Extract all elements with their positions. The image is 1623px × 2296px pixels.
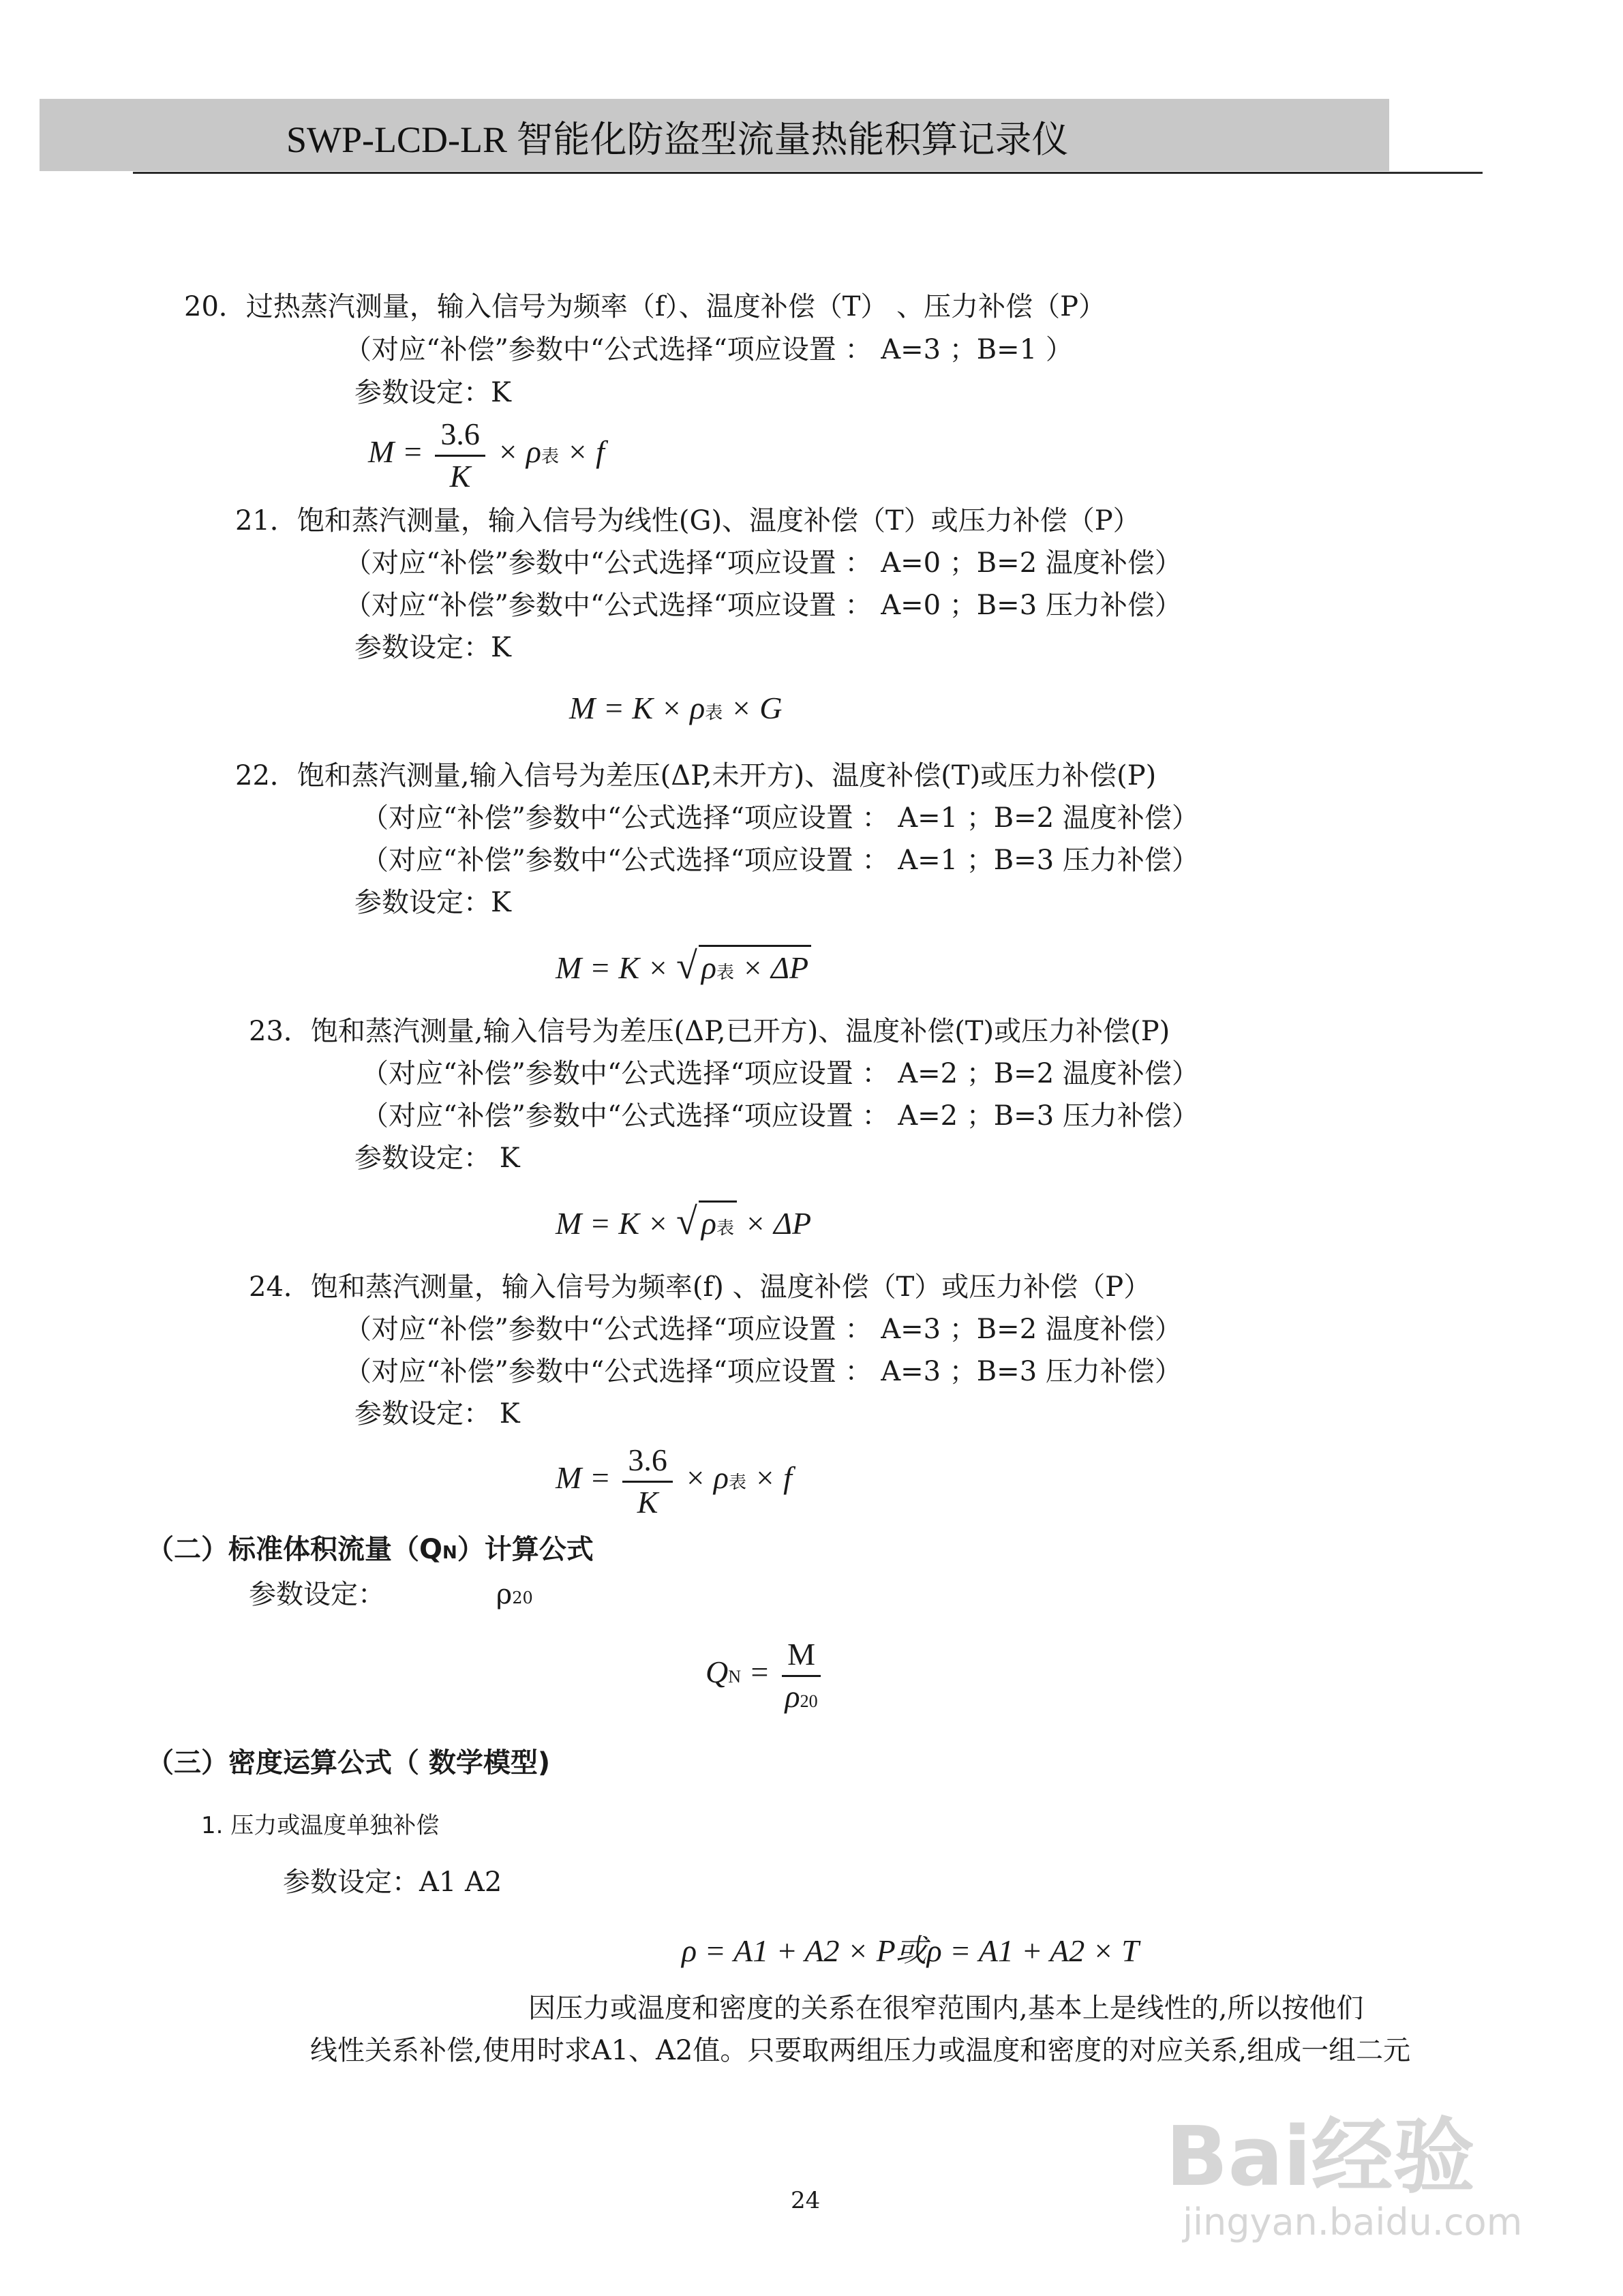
- item-24-line-2: （对应“补偿”参数中“公式选择“项应设置 ： A=3 ；B=3 压力补偿）: [344, 1356, 1182, 1387]
- formula-20: M = $\frac{3.6}{K}$ × ρ表 × f: [368, 417, 605, 494]
- watermark-url: jingyan.baidu.com: [1183, 2201, 1523, 2244]
- formula-24: M = $\frac{3.6}{K}$ × ρ表 × f: [556, 1442, 792, 1520]
- item-22-title: 22．饱和蒸汽测量,输入信号为差压(ΔP,未开方)、温度补偿(T)或压力补偿(P): [235, 760, 1157, 791]
- formula-density: ρ = A1 + A2 × P或ρ = A1 + A2 × T: [682, 1933, 1139, 1968]
- item-20-line-1: （对应“补偿”参数中“公式选择“项应设置 ： A=3 ；B=1 ）: [344, 334, 1073, 365]
- item-23-title: 23．饱和蒸汽测量,输入信号为差压(ΔP,已开方)、温度补偿(T)或压力补偿(P): [249, 1016, 1170, 1047]
- item-23-param: 参数设定： K: [354, 1143, 520, 1174]
- formula-22: M = K × √ ρ表 × ΔP: [556, 944, 811, 988]
- section-3-paragraph-1: 因压力或温度和密度的关系在很窄范围内,基本上是线性的,所以按他们: [528, 1993, 1364, 2024]
- item-20-param: 参数设定：K: [354, 377, 511, 408]
- section-2-param: 参数设定： ρ20: [249, 1579, 533, 1610]
- header-rule: [133, 172, 1483, 174]
- item-21-line-1: （对应“补偿”参数中“公式选择“项应设置 ： A=0 ；B=2 温度补偿）: [344, 547, 1182, 579]
- item-22-param: 参数设定：K: [354, 887, 511, 918]
- section-3-paragraph-2: 线性关系补偿,使用时求A1、A2值。只要取两组压力或温度和密度的对应关系,组成一组二元: [310, 2035, 1411, 2066]
- page-number: 24: [791, 2187, 821, 2214]
- watermark-logo: Bai经验: [1166, 2110, 1475, 2205]
- section-3-heading: （三）密度运算公式（ 数学模型): [147, 1747, 551, 1779]
- item-23-line-1: （对应“补偿”参数中“公式选择“项应设置 ： A=2 ；B=2 温度补偿）: [361, 1058, 1199, 1089]
- document-title: SWP-LCD-LR 智能化防盗型流量热能积算记录仪: [286, 119, 1069, 160]
- item-24-title: 24．饱和蒸汽测量，输入信号为频率(f) 、温度补偿（T）或压力补偿（P）: [249, 1271, 1151, 1303]
- section-3-item-1: 1. 压力或温度单独补偿: [201, 1812, 440, 1839]
- item-21-title: 21．饱和蒸汽测量，输入信号为线性(G)、温度补偿（T）或压力补偿（P）: [235, 505, 1140, 537]
- formula-23: M = K × √ ρ表 × ΔP: [556, 1200, 812, 1243]
- formula-qn: QN = $\frac{M}{\rho 20}$: [706, 1636, 825, 1715]
- item-21-param: 参数设定：K: [354, 632, 511, 663]
- item-24-line-1: （对应“补偿”参数中“公式选择“项应设置 ： A=3 ；B=2 温度补偿）: [344, 1314, 1182, 1345]
- formula-21: M = K × ρ表 × G: [569, 691, 783, 725]
- item-20-title: 20．过热蒸汽测量，输入信号为频率（f）、温度补偿（T） 、压力补偿（P）: [184, 291, 1106, 322]
- section-3-param: 参数设定：A1 A2: [283, 1867, 502, 1898]
- item-22-line-2: （对应“补偿”参数中“公式选择“项应设置 ： A=1 ；B=3 压力补偿）: [361, 845, 1199, 876]
- item-21-line-2: （对应“补偿”参数中“公式选择“项应设置 ： A=0 ；B=3 压力补偿）: [344, 590, 1182, 621]
- item-23-line-2: （对应“补偿”参数中“公式选择“项应设置 ： A=2 ；B=3 压力补偿）: [361, 1100, 1199, 1132]
- item-24-param: 参数设定： K: [354, 1398, 520, 1430]
- item-22-line-1: （对应“补偿”参数中“公式选择“项应设置 ： A=1 ；B=2 温度补偿）: [361, 802, 1199, 834]
- section-2-heading: （二）标准体积流量（QN）计算公式: [147, 1534, 594, 1565]
